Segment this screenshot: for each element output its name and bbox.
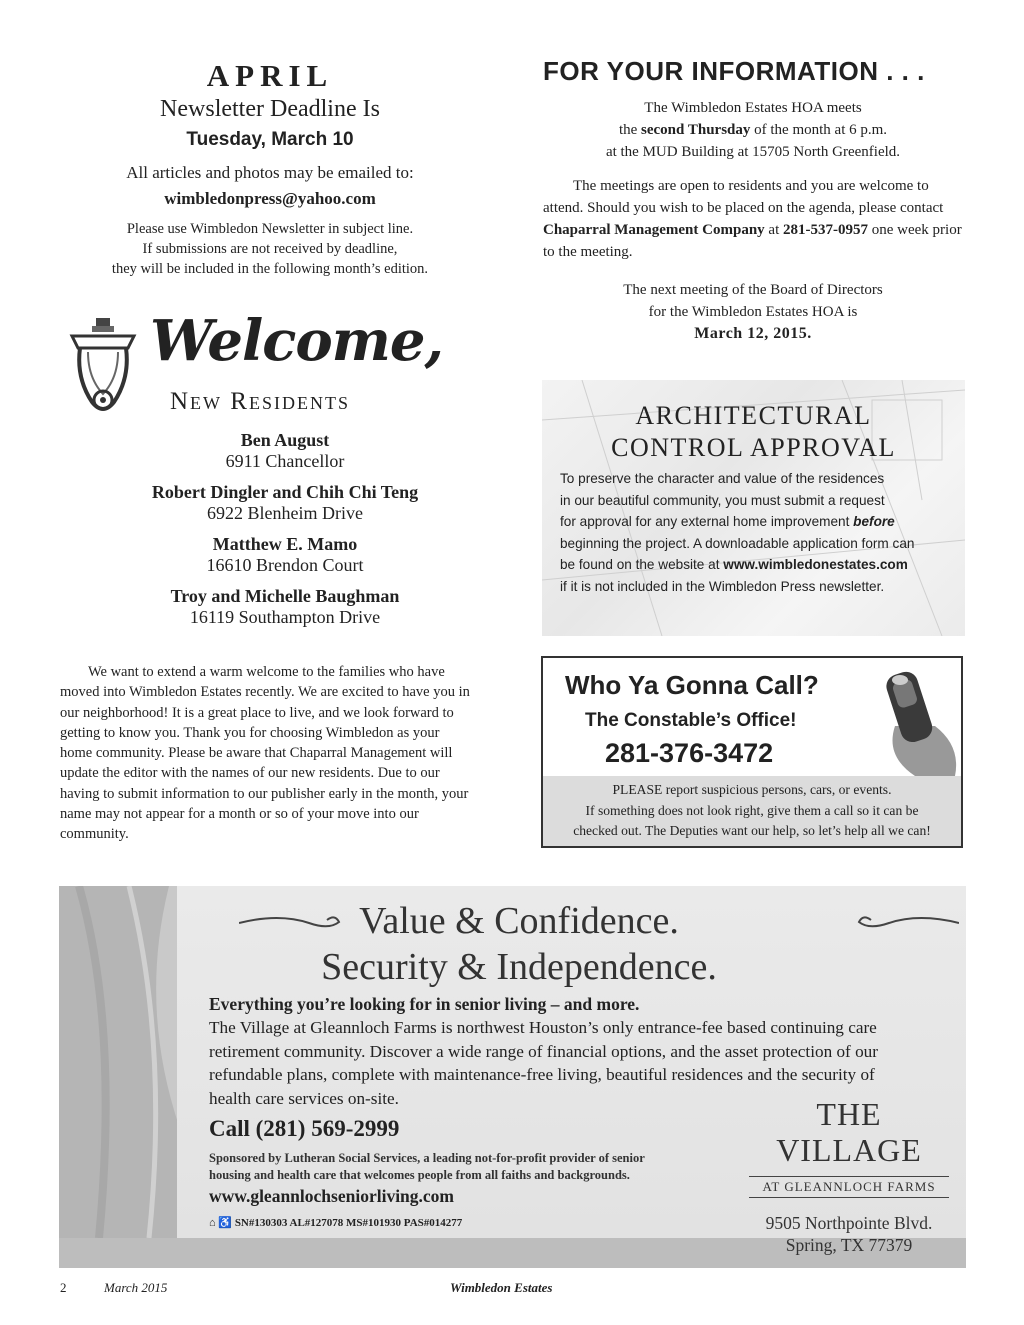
architectural-body: To preserve the character and value of the residences in our beautiful community, you must submit a request for approval for any external home improvement before beginning the project. A downloadable application form can be found on the website at www.wimbledonestates.com if it is not included in the Wimbledon Press newsletter. bbox=[560, 471, 915, 594]
list-item: Ben August 6911 Chancellor bbox=[225, 430, 345, 471]
architectural-approval-box bbox=[542, 380, 965, 636]
constable-notice: PLEASE report suspicious persons, cars, or events. If something does not look right, give them a call so it can be checked out. The Deputies want our help, so let’s help all we can! bbox=[543, 776, 961, 846]
equal-housing-icon: ⌂ bbox=[209, 1217, 216, 1229]
page-number: 2 bbox=[60, 1280, 67, 1295]
ad-body: The Village at Gleannloch Farms is northwest Houston’s only entrance-fee based continuing care retirement community. Discover a wide range of financial options, and the asset protection of our refundable plans, complete with maintenance-free living, beautiful residences and the security of health care services on-site. bbox=[209, 1018, 878, 1108]
ad-website-link[interactable]: www.gleannlochseniorliving.com bbox=[209, 1186, 455, 1206]
welcome-header bbox=[60, 308, 480, 418]
welcome-paragraph: We want to extend a warm welcome to the families who have moved into Wimbledon Estates recently. We are excited to have you in our neighborhood! It is a great place to live, and we look forward to getting to know you. Thank you for choosing Wimbledon as your home community. Please be aware that Chaparral Management will update the editor with the names of our new residents. Due to our having to submit information to our publisher early in the month, your name may not appear for a month or so of your move into our community. bbox=[60, 664, 470, 843]
ad-headline: Value & Confidence. Security & Independence. bbox=[321, 900, 717, 988]
ad-licenses: ⌂ ♿ SN#130303 AL#127078 MS#101930 PAS#014277 bbox=[209, 1217, 463, 1229]
ad-sponsor: Sponsored by Lutheran Social Services, a leading not-for-profit provider of senior housing and health care that welcomes people from all faiths and backgrounds. bbox=[209, 1151, 645, 1182]
next-meeting-date: March 12, 2015. bbox=[694, 325, 812, 342]
list-item: Robert Dingler and Chih Chi Teng 6922 Blenheim Drive bbox=[151, 482, 419, 523]
cell-phone-icon bbox=[875, 666, 961, 778]
senior-living-advertisement bbox=[59, 886, 966, 1268]
submission-notes: Please use Wimbledon Newsletter in subject line. If submissions are not received by deadline, they will be included in the following month’s edition. bbox=[111, 221, 429, 277]
email-intro: All articles and photos may be emailed to: bbox=[126, 163, 414, 182]
deadline-heading: Newsletter Deadline Is bbox=[160, 96, 380, 122]
village-address: 9505 Northpointe Blvd. Spring, TX 77379 bbox=[765, 1213, 933, 1255]
constable-phone[interactable]: 281-376-3472 bbox=[605, 738, 774, 768]
door-knocker-icon bbox=[66, 318, 140, 422]
meeting-schedule: The Wimbledon Estates HOA meets the second Thursday of the month at 6 p.m. at the MUD Building at 15705 North Greenfield. bbox=[605, 100, 901, 160]
list-item: Matthew E. Mamo 16610 Brendon Court bbox=[206, 534, 364, 575]
deadline-month: APRIL bbox=[206, 58, 334, 93]
publication-name: Wimbledon Estates bbox=[450, 1280, 553, 1295]
newsletter-deadline-section bbox=[60, 58, 480, 279]
info-section bbox=[543, 56, 963, 345]
new-residents-subtitle: New Residents bbox=[170, 388, 350, 415]
next-meeting: The next meeting of the Board of Directors for the Wimbledon Estates HOA is March 12, 2015. bbox=[543, 279, 963, 345]
info-heading: FOR YOUR INFORMATION . . . bbox=[543, 56, 925, 86]
ad-phone[interactable]: Call (281) 569-2999 bbox=[209, 1116, 400, 1141]
constable-title: Who Ya Gonna Call? bbox=[565, 670, 819, 700]
village-logo: THE VILLAGE AT GLEANNLOCH FARMS 9505 Northpointe Blvd. Spring, TX 77379 bbox=[749, 1096, 949, 1256]
accessibility-icon: ♿ bbox=[218, 1217, 233, 1229]
architectural-title: ARCHITECTURAL CONTROL APPROVAL bbox=[611, 401, 896, 462]
constable-box bbox=[541, 656, 963, 848]
ad-lead: Everything you’re looking for in senior living – and more. bbox=[209, 994, 640, 1014]
welcome-script-title: Welcome, bbox=[150, 308, 444, 374]
submission-email-link[interactable]: wimbledonpress@yahoo.com bbox=[164, 189, 376, 208]
issue-date: March 2015 bbox=[104, 1280, 168, 1295]
constable-office: The Constable’s Office! bbox=[585, 710, 797, 731]
meeting-agenda-text: The meetings are open to residents and you are welcome to attend. Should you wish to be placed on the agenda, please contact Chaparral Management Company at 281-537-0957 one week prior to the meeting. bbox=[543, 178, 962, 260]
residents-list bbox=[60, 430, 510, 638]
list-item: Troy and Michelle Baughman 16119 Southampton Drive bbox=[170, 586, 400, 627]
deadline-date: Tuesday, March 10 bbox=[186, 129, 354, 150]
website-link[interactable]: www.wimbledonestates.com bbox=[723, 557, 908, 572]
